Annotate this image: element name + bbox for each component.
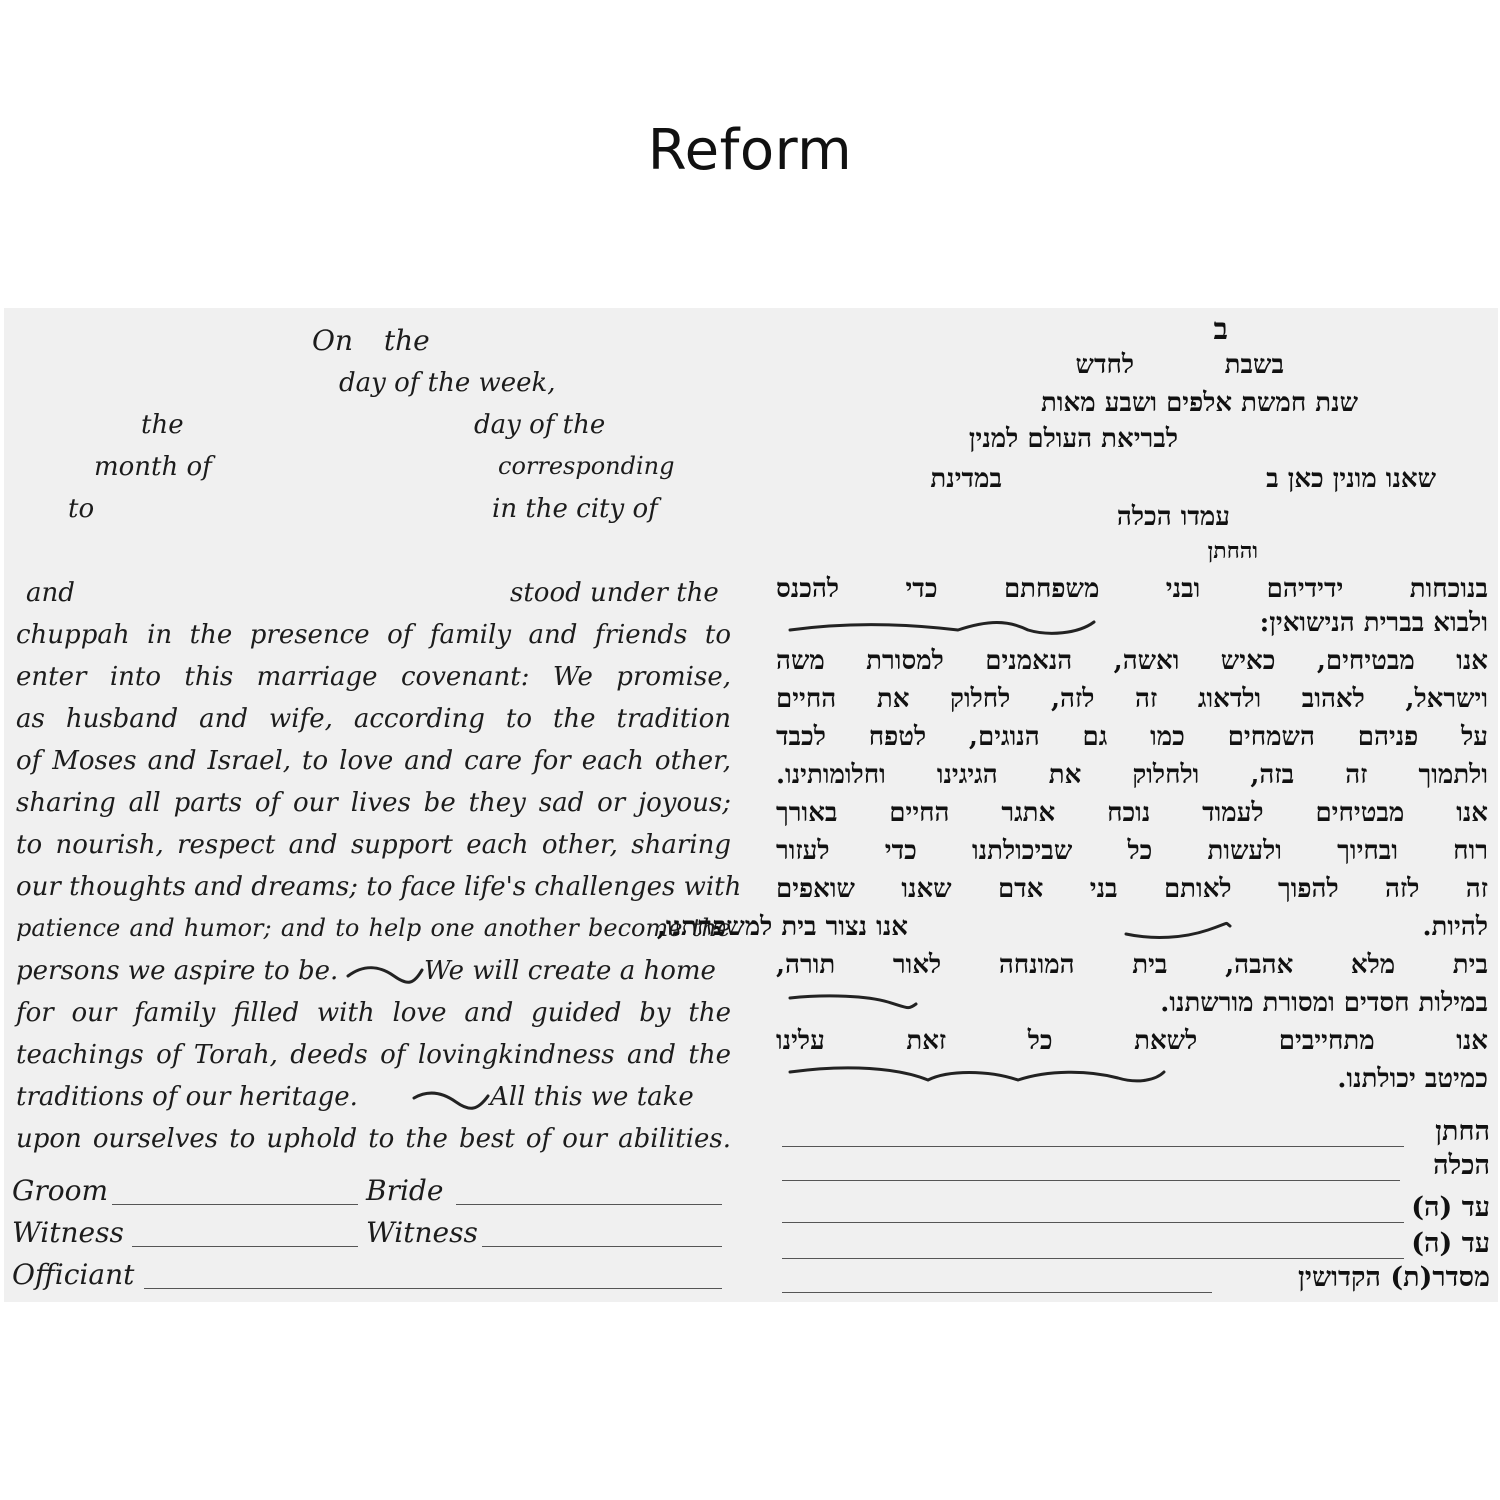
he-bet: ב [1213,312,1228,347]
en-line: to nourish, respect and support each other, sharing [16,830,731,860]
en-line: of Moses and Israel, to love and care for each other, [16,746,731,776]
flourish-icon [788,988,918,1014]
he-bride-signature-line[interactable] [782,1180,1400,1181]
he-line: וישראל, לאהוב ולדאוג זה לזה, לחלוק את החיים [776,684,1488,714]
en-day-of-the: day of the [474,410,606,440]
he-line-part: להיות. [1422,912,1488,942]
page-title: Reform [647,118,853,183]
groom-signature-line[interactable] [112,1204,358,1205]
he-creation-line: לבריאת העולם למנין [968,424,1178,454]
en-line-part: traditions of our heritage. [16,1082,358,1112]
he-line: אנו מתחייבים לשאת כל זאת עלינו [776,1026,1488,1056]
he-country: במדינת [930,464,1002,494]
sig-label-witness-2: Witness [366,1216,478,1249]
en-line: chuppah in the presence of family and friends to [16,620,731,650]
he-year-line: שנת חמשת אלפים ושבע מאות [1041,388,1358,418]
flourish-icon [788,1060,1166,1094]
en-day-of-week: day of the week, [339,368,556,398]
he-sig-witness-1: עד (ה) [1411,1192,1490,1223]
he-bride-stood: עמדו הכלה [1116,502,1230,532]
he-line: אנו מבטיחים לעמוד נוכח אתגר החיים באורך [776,798,1488,828]
sig-label-officiant: Officiant [12,1258,135,1291]
en-line-part: All this we take [490,1082,694,1112]
en-line: our thoughts and dreams; to face life's challenges with [16,872,742,902]
he-line: אנו מבטיחים, כאיש ואשה, הנאמנים למסורת משה [776,646,1488,676]
he-sig-witness-2: עד (ה) [1411,1228,1490,1259]
en-line: sharing all parts of our lives be they sad or joyous; [16,788,731,818]
en-the: the [141,410,184,440]
witness1-signature-line[interactable] [132,1246,358,1247]
sig-label-bride: Bride [366,1174,444,1207]
he-line: על פניהם השמחים כמו גם הנוגים, לטפח לכבד [776,722,1488,752]
he-line: רוח ובחיוך ולעשות כל שביכולתנו כדי לעזור [776,836,1488,866]
en-stood-under: stood under the [510,578,719,608]
en-line: for our family filled with love and guided by the [16,998,731,1028]
he-sig-groom: החתן [1435,1116,1490,1147]
he-groom-signature-line[interactable] [782,1146,1404,1147]
he-line: ולתמוך זה בזה, ולחלוק את הגיגינו וחלומותינו. [776,760,1488,790]
he-sig-officiant: מסדר(ת) הקדושין [1298,1262,1490,1293]
he-line-part: אנו נצור בית למשפחתנו, [656,912,908,942]
en-line-part: We will create a home [424,956,716,986]
he-line-part: במילות חסדים ומסורת מורשתנו. [1160,988,1488,1018]
sig-label-groom: Groom [12,1174,109,1207]
en-line-part: persons we aspire to be. [16,956,339,986]
ketubah-sheet [4,308,1498,1302]
bride-signature-line[interactable] [456,1204,722,1205]
he-line: בנוכחות ידידיהם ובני משפחתם כדי להכנס [776,574,1488,604]
en-line: as husband and wife, according to the tradition [16,704,731,734]
witness2-signature-line[interactable] [482,1246,722,1247]
en-line: teachings of Torah, deeds of lovingkindness and the [16,1040,731,1070]
en-on-the: On the [312,324,430,357]
he-beshabbat: בשבת [1224,350,1284,380]
he-line-part: ולבוא בברית הנישואין: [1259,608,1488,638]
he-witness1-signature-line[interactable] [782,1222,1404,1223]
en-in-city-of: in the city of [492,494,658,524]
he-officiant-signature-line[interactable] [782,1292,1212,1293]
he-line: זה לזה להפוך לאותם בני אדם שאנו שואפים [776,874,1488,904]
he-witness2-signature-line[interactable] [782,1258,1404,1259]
he-groom: והחתן [1207,538,1258,564]
officiant-signature-line[interactable] [144,1288,722,1289]
he-lachodesh: לחדש [1075,350,1134,380]
en-line: patience and humor; and to help one another become the [16,914,731,942]
he-line: בית מלא אהבה, בית המונחה לאור תורה, [776,950,1488,980]
flourish-icon [346,960,424,988]
flourish-icon [1124,916,1232,942]
he-sig-bride: הכלה [1433,1150,1490,1181]
flourish-icon [412,1086,490,1114]
en-corresponding: corresponding [498,452,675,480]
he-counting-here: שאנו מונין כאן ב [1266,464,1436,494]
sig-label-witness-1: Witness [12,1216,124,1249]
en-and: and [26,578,75,608]
he-line-part: כמיטב יכולתנו. [1337,1064,1488,1094]
en-line: enter into this marriage covenant: We promise, [16,662,731,692]
en-line: upon ourselves to uphold to the best of our abilities. [16,1124,731,1154]
en-month-of: month of [94,452,212,482]
en-to: to [68,494,95,524]
flourish-icon [788,614,1098,640]
